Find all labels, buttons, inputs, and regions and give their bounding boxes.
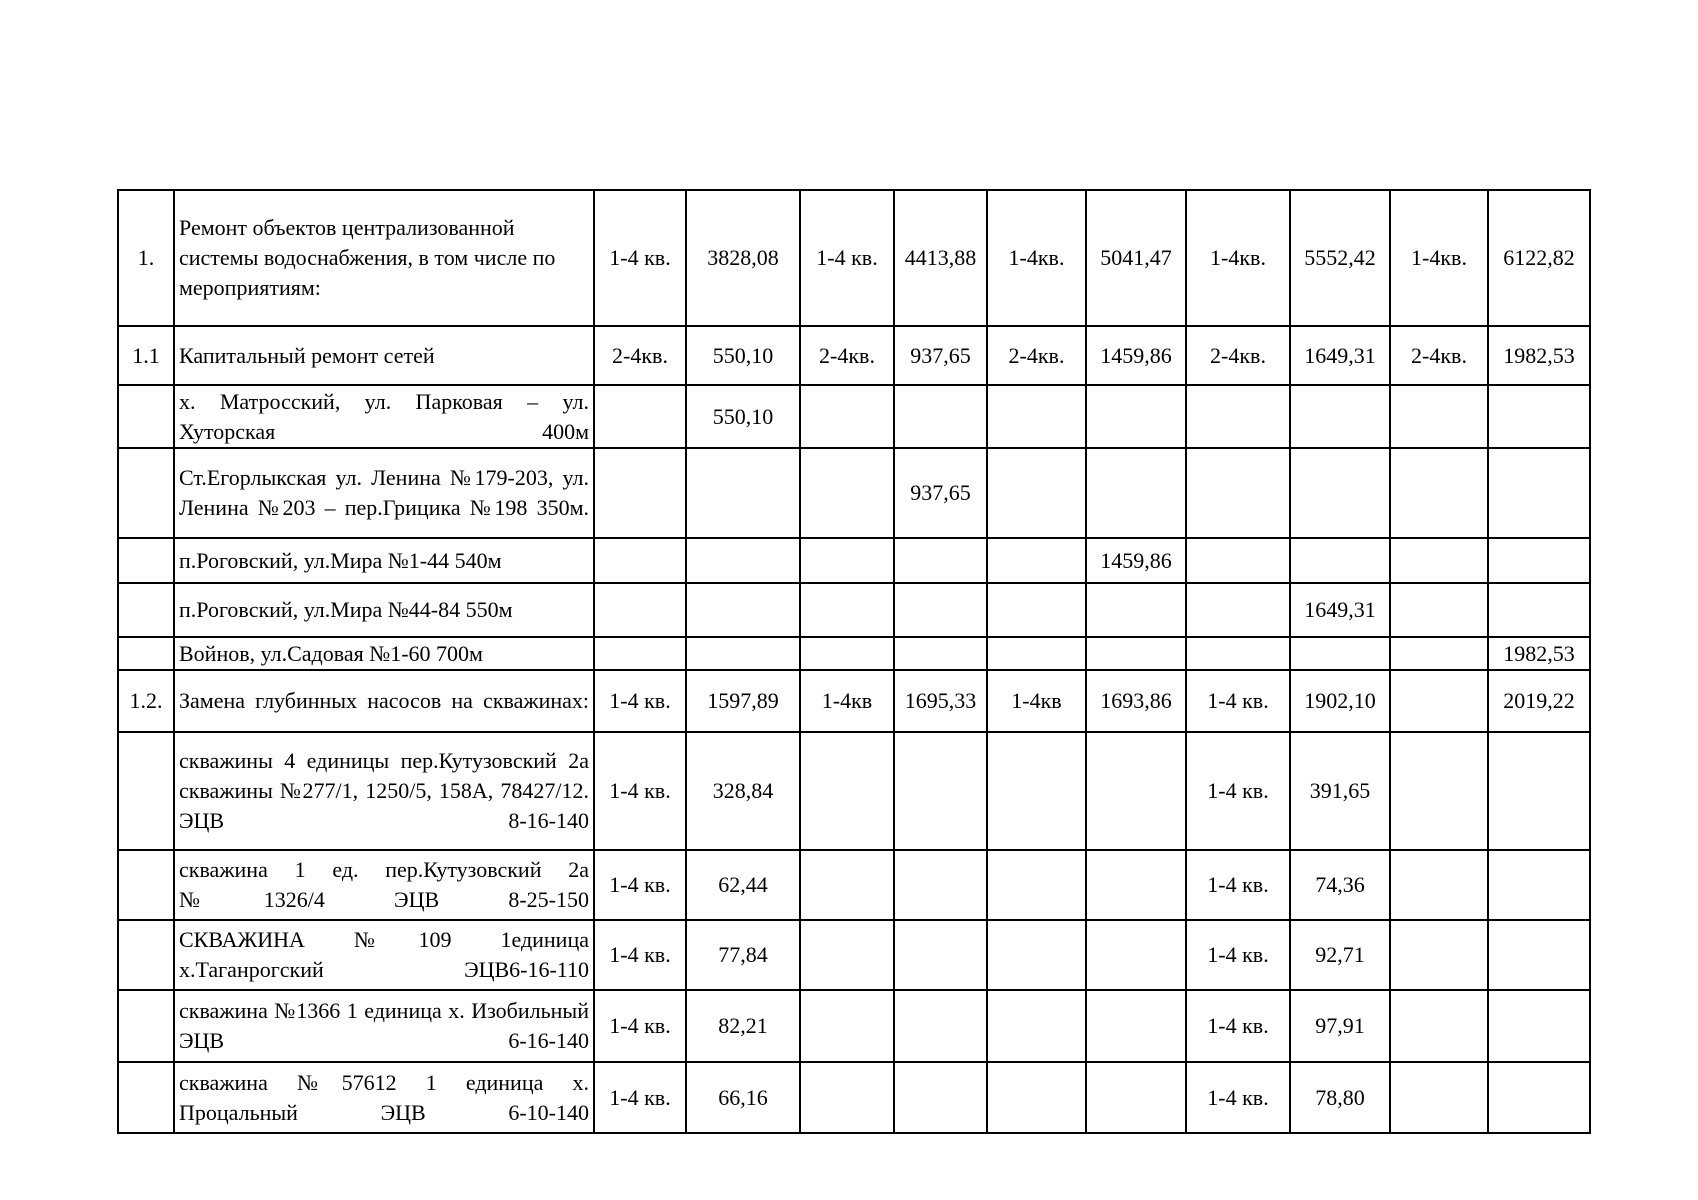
amount-cell — [686, 583, 800, 637]
row-description: п.Роговский, ул.Мира №1-44 540м — [174, 538, 594, 583]
row-description: Ст.Егорлыкская ул. Ленина №179-203, ул. Ленина №203 – пер.Грицика №198 350м. — [174, 448, 594, 538]
amount-cell — [1488, 1062, 1590, 1133]
table-body — [118, 190, 1590, 1133]
amount-cell — [1086, 583, 1186, 637]
amount-cell: 1982,53 — [1488, 637, 1590, 670]
amount-cell — [1086, 990, 1186, 1062]
table-row — [118, 326, 1590, 385]
quarter-cell: 1-4 кв. — [1186, 920, 1290, 990]
quarter-cell: 1-4кв. — [1186, 190, 1290, 326]
row-number — [118, 732, 174, 850]
quarter-cell: 1-4 кв. — [594, 920, 686, 990]
amount-cell: 5041,47 — [1086, 190, 1186, 326]
amount-cell — [1290, 538, 1390, 583]
amount-cell: 2019,22 — [1488, 670, 1590, 732]
table-row — [118, 448, 1590, 538]
amount-cell — [1290, 385, 1390, 448]
table-row — [118, 190, 1590, 326]
amount-cell — [1290, 637, 1390, 670]
quarter-cell — [987, 637, 1086, 670]
quarter-cell — [987, 385, 1086, 448]
quarter-cell: 1-4 кв. — [594, 732, 686, 850]
quarter-cell — [1186, 637, 1290, 670]
amount-cell: 391,65 — [1290, 732, 1390, 850]
amount-cell — [1488, 920, 1590, 990]
amount-cell: 4413,88 — [894, 190, 987, 326]
quarter-cell — [987, 920, 1086, 990]
quarter-cell — [594, 385, 686, 448]
row-description: х. Матросский, ул. Парковая – ул. Хуторская 400м — [174, 385, 594, 448]
amount-cell: 1649,31 — [1290, 326, 1390, 385]
row-number — [118, 637, 174, 670]
amount-cell — [894, 990, 987, 1062]
amount-cell: 937,65 — [894, 326, 987, 385]
amount-cell: 328,84 — [686, 732, 800, 850]
amount-cell: 82,21 — [686, 990, 800, 1062]
row-number: 1.1 — [118, 326, 174, 385]
table-row — [118, 538, 1590, 583]
quarter-cell: 1-4 кв. — [1186, 990, 1290, 1062]
quarter-cell: 2-4кв. — [800, 326, 894, 385]
row-description: скважина №57612 1 единица х. Процальный ЭЦВ 6-10-140 — [174, 1062, 594, 1133]
amount-cell: 92,71 — [1290, 920, 1390, 990]
quarter-cell — [1390, 920, 1488, 990]
quarter-cell — [1186, 448, 1290, 538]
row-description: Капитальный ремонт сетей — [174, 326, 594, 385]
amount-cell — [894, 538, 987, 583]
quarter-cell — [800, 920, 894, 990]
quarter-cell — [1186, 538, 1290, 583]
quarter-cell — [800, 732, 894, 850]
quarter-cell: 1-4 кв. — [594, 850, 686, 920]
quarter-cell — [594, 583, 686, 637]
quarter-cell — [1186, 385, 1290, 448]
row-number — [118, 990, 174, 1062]
quarter-cell — [1390, 990, 1488, 1062]
row-description: Войнов, ул.Садовая №1-60 700м — [174, 637, 594, 670]
amount-cell — [1086, 850, 1186, 920]
quarter-cell — [987, 1062, 1086, 1133]
quarter-cell: 2-4кв. — [1186, 326, 1290, 385]
amount-cell — [1488, 385, 1590, 448]
quarter-cell: 1-4кв — [800, 670, 894, 732]
quarter-cell — [800, 1062, 894, 1133]
amount-cell: 62,44 — [686, 850, 800, 920]
quarter-cell: 1-4кв. — [1390, 190, 1488, 326]
quarter-cell: 1-4 кв. — [594, 190, 686, 326]
quarter-cell: 1-4 кв. — [594, 670, 686, 732]
amount-cell: 1982,53 — [1488, 326, 1590, 385]
table-row — [118, 920, 1590, 990]
quarter-cell: 1-4 кв. — [1186, 1062, 1290, 1133]
quarter-cell: 1-4 кв. — [1186, 850, 1290, 920]
row-number — [118, 850, 174, 920]
quarter-cell: 1-4 кв. — [800, 190, 894, 326]
quarter-cell — [987, 538, 1086, 583]
quarter-cell — [987, 732, 1086, 850]
amount-cell — [1086, 448, 1186, 538]
quarter-cell: 1-4 кв. — [1186, 670, 1290, 732]
amount-cell: 1693,86 — [1086, 670, 1186, 732]
amount-cell: 550,10 — [686, 385, 800, 448]
amount-cell — [686, 448, 800, 538]
row-description: Ремонт объектов централизованной системы водоснабжения, в том числе по мероприятиям: — [174, 190, 594, 326]
quarter-cell — [800, 448, 894, 538]
row-number — [118, 1062, 174, 1133]
table-row — [118, 850, 1590, 920]
quarter-cell — [800, 637, 894, 670]
amount-cell — [1086, 1062, 1186, 1133]
table-row — [118, 990, 1590, 1062]
amount-cell — [894, 920, 987, 990]
amount-cell — [686, 637, 800, 670]
quarter-cell — [987, 990, 1086, 1062]
row-description: п.Роговский, ул.Мира №44-84 550м — [174, 583, 594, 637]
amount-cell: 1695,33 — [894, 670, 987, 732]
row-description: Замена глубинных насосов на скважинах: — [174, 670, 594, 732]
amount-cell — [1488, 583, 1590, 637]
quarter-cell: 1-4 кв. — [594, 1062, 686, 1133]
amount-cell: 97,91 — [1290, 990, 1390, 1062]
amount-cell — [1086, 385, 1186, 448]
row-number: 1. — [118, 190, 174, 326]
row-number — [118, 538, 174, 583]
quarter-cell — [1390, 732, 1488, 850]
quarter-cell — [800, 583, 894, 637]
quarter-cell — [1390, 850, 1488, 920]
quarter-cell — [1390, 583, 1488, 637]
amount-cell — [1488, 732, 1590, 850]
quarter-cell — [987, 583, 1086, 637]
amount-cell — [1086, 637, 1186, 670]
row-number: 1.2. — [118, 670, 174, 732]
quarter-cell — [1186, 583, 1290, 637]
quarter-cell — [800, 990, 894, 1062]
quarter-cell — [1390, 670, 1488, 732]
amount-cell — [894, 732, 987, 850]
amount-cell — [1488, 448, 1590, 538]
amount-cell — [1086, 732, 1186, 850]
amount-cell: 5552,42 — [1290, 190, 1390, 326]
quarter-cell — [800, 538, 894, 583]
table-row — [118, 670, 1590, 732]
table-row — [118, 583, 1590, 637]
amount-cell — [1488, 990, 1590, 1062]
amount-cell: 1459,86 — [1086, 538, 1186, 583]
quarter-cell — [800, 385, 894, 448]
quarter-cell — [1390, 1062, 1488, 1133]
quarter-cell — [800, 850, 894, 920]
quarter-cell: 2-4кв. — [1390, 326, 1488, 385]
row-number — [118, 920, 174, 990]
quarter-cell — [594, 538, 686, 583]
quarter-cell — [987, 850, 1086, 920]
quarter-cell — [594, 637, 686, 670]
works-table — [117, 189, 1591, 1134]
amount-cell — [894, 385, 987, 448]
quarter-cell — [1390, 448, 1488, 538]
quarter-cell: 2-4кв. — [987, 326, 1086, 385]
amount-cell: 78,80 — [1290, 1062, 1390, 1133]
quarter-cell — [1390, 385, 1488, 448]
row-description: СКВАЖИНА №109 1единица х.Таганрогский ЭЦВ6-16-110 — [174, 920, 594, 990]
table-row — [118, 385, 1590, 448]
quarter-cell: 1-4 кв. — [1186, 732, 1290, 850]
amount-cell: 550,10 — [686, 326, 800, 385]
quarter-cell — [1390, 538, 1488, 583]
amount-cell — [894, 1062, 987, 1133]
amount-cell — [894, 637, 987, 670]
quarter-cell: 1-4кв — [987, 670, 1086, 732]
amount-cell: 1459,86 — [1086, 326, 1186, 385]
amount-cell — [1290, 448, 1390, 538]
amount-cell: 74,36 — [1290, 850, 1390, 920]
quarter-cell — [1390, 637, 1488, 670]
amount-cell: 77,84 — [686, 920, 800, 990]
quarter-cell — [987, 448, 1086, 538]
row-description: скважина №1366 1 единица х. Изобильный ЭЦВ 6-16-140 — [174, 990, 594, 1062]
row-number — [118, 448, 174, 538]
amount-cell — [686, 538, 800, 583]
amount-cell — [1488, 850, 1590, 920]
table-row — [118, 1062, 1590, 1133]
row-number — [118, 385, 174, 448]
amount-cell — [894, 583, 987, 637]
amount-cell: 1902,10 — [1290, 670, 1390, 732]
quarter-cell: 1-4 кв. — [594, 990, 686, 1062]
row-number — [118, 583, 174, 637]
quarter-cell: 1-4кв. — [987, 190, 1086, 326]
amount-cell — [1086, 920, 1186, 990]
amount-cell — [894, 850, 987, 920]
amount-cell: 1597,89 — [686, 670, 800, 732]
table-row — [118, 637, 1590, 670]
amount-cell — [1488, 538, 1590, 583]
table-row — [118, 732, 1590, 850]
amount-cell: 66,16 — [686, 1062, 800, 1133]
amount-cell: 1649,31 — [1290, 583, 1390, 637]
amount-cell: 3828,08 — [686, 190, 800, 326]
amount-cell: 937,65 — [894, 448, 987, 538]
quarter-cell — [594, 448, 686, 538]
row-description: скважины 4 единицы пер.Кутузовский 2а скважины №277/1, 1250/5, 158А, 78427/12. ЭЦВ 8-16-140 — [174, 732, 594, 850]
row-description: скважина 1 ед. пер.Кутузовский 2а №1326/4 ЭЦВ 8-25-150 — [174, 850, 594, 920]
amount-cell: 6122,82 — [1488, 190, 1590, 326]
quarter-cell: 2-4кв. — [594, 326, 686, 385]
